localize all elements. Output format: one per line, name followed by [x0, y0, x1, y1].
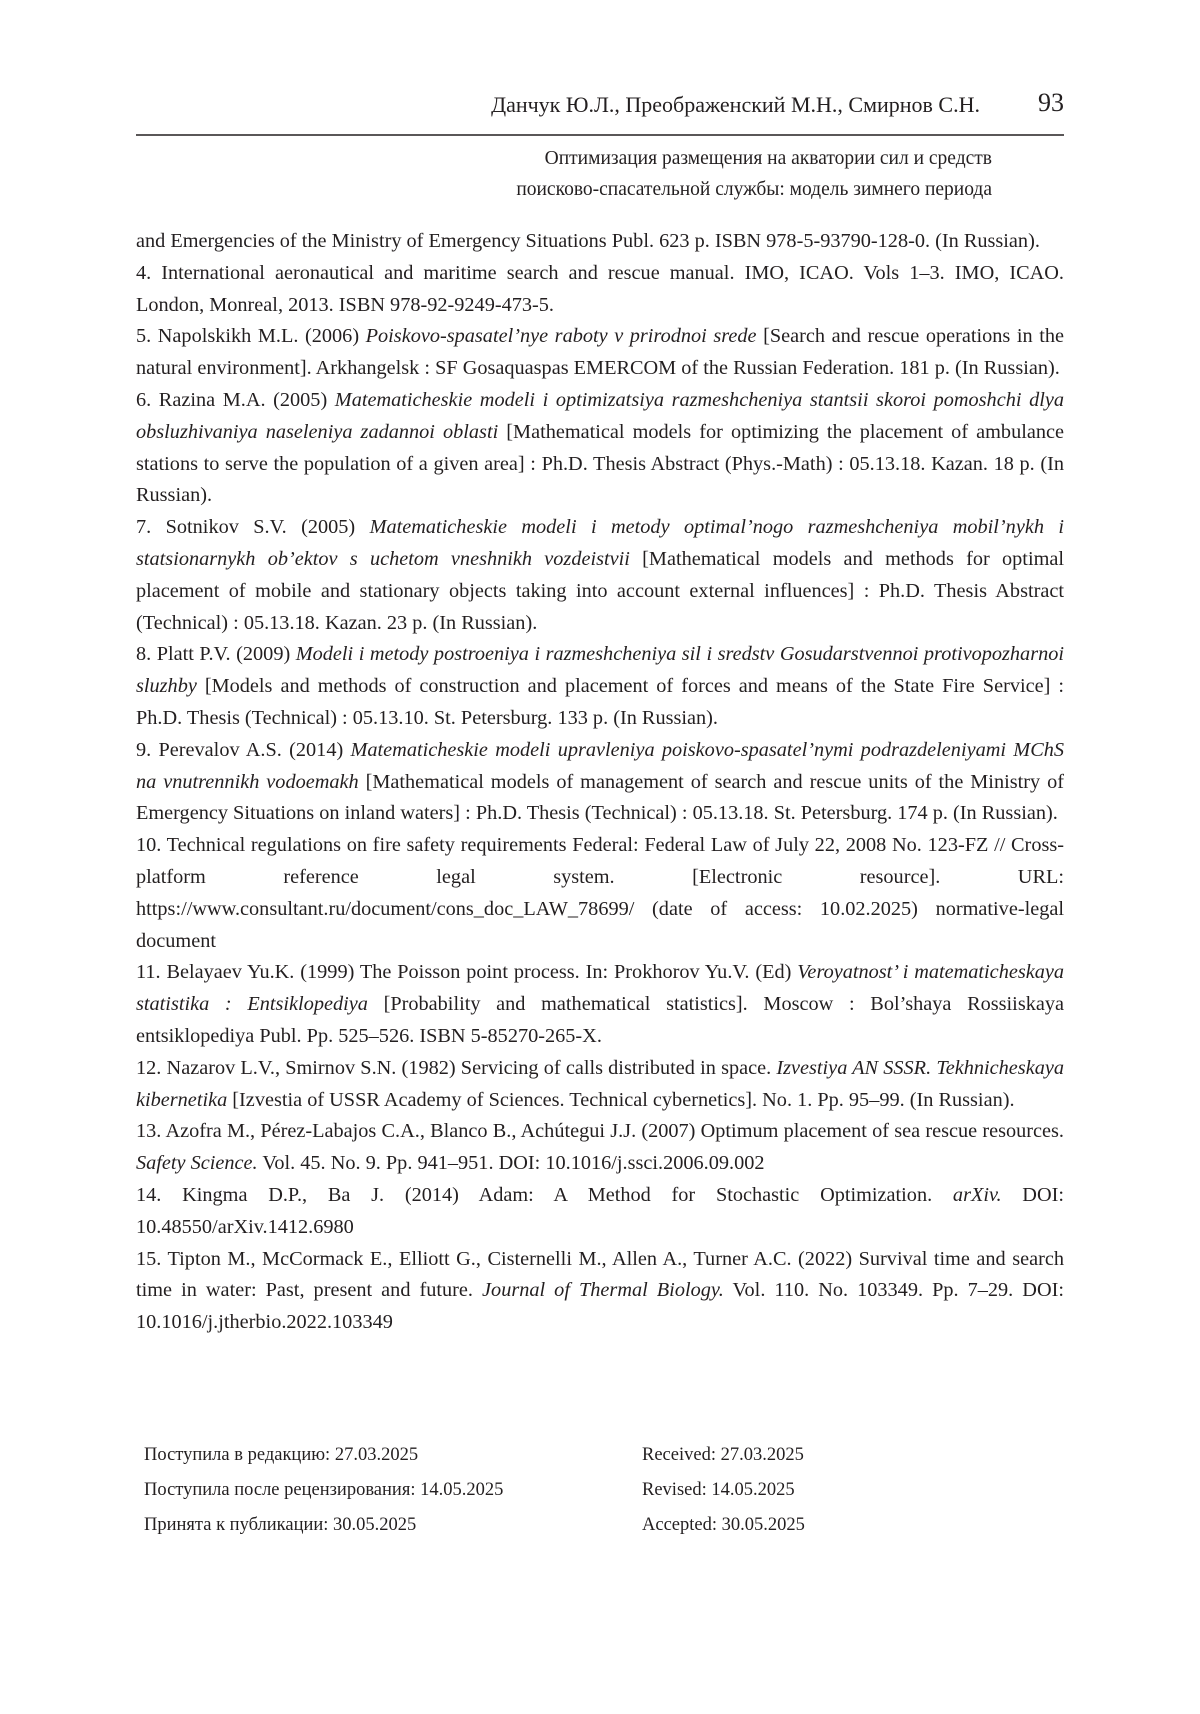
reference-title-italic: Modeli i metody postroeniya i razmeshcheniya sil i sredstv Gosudarstvennoi protivopozharnoi sluzhby	[136, 643, 1065, 698]
reference-text: 11. Belayaev Yu.K. (1999) The Poisson point process. In: Prokhorov Yu.V. (Ed)	[136, 961, 798, 984]
reference-title-italic: Poiskovo-spasatel’nye raboty v prirodnoi srede	[365, 325, 757, 348]
running-title-line-2: поисково-спасательной службы: модель зимнего периода	[516, 179, 992, 200]
reference-title-italic: Journal of Thermal Biology.	[482, 1279, 724, 1302]
date-row-received	[144, 1438, 884, 1473]
reference-ref-13	[136, 1116, 1064, 1180]
reference-text: 6. Razina M.A. (2005)	[136, 388, 335, 411]
reference-ref-6	[136, 385, 1064, 512]
reference-ref-7	[136, 512, 1064, 639]
running-title-line-1: Оптимизация размещения на акватории сил и средств	[544, 148, 992, 169]
reference-title-italic: Matematicheskie modeli i optimizatsiya razmeshcheniya stantsii skoroi pomoshchi dlya obsluzhivaniya naseleniya zadannoi oblasti	[136, 388, 1064, 443]
reference-text: and Emergencies of the Ministry of Emergency Situations Publ. 623 p. ISBN 978-5-93790-128-0. (In Russian).	[136, 230, 1040, 252]
reference-text: [Search and rescue operations in the natural environment]. Arkhangelsk : SF Gosaquaspas EMERCOM of the Russian Federation. 181 p. (In Russian).	[136, 325, 1064, 380]
reference-ref-5	[136, 321, 1064, 385]
reference-text: 15. Tipton M., McCormack E., Elliott G., Cisternelli M., Allen A., Turner A.C. (2022) Survival time and search time in water: Past, present and future.	[136, 1247, 1064, 1302]
reference-text: [Mathematical models and methods for optimal placement of mobile and stationary objects taking into account external influences] : Ph.D. Thesis Abstract (Technical) : 05.13.18. Kazan. 23 p. (In Russian).	[136, 547, 1064, 634]
reference-title-italic: arXiv.	[952, 1183, 1002, 1206]
header-divider	[136, 134, 1064, 136]
reference-ref-12	[136, 1053, 1064, 1117]
reference-text: Vol. 45. No. 9. Pp. 941–951. DOI: 10.1016/j.ssci.2006.09.002	[257, 1152, 765, 1175]
received-en: Received: 27.03.2025	[642, 1445, 804, 1465]
reference-text: 14. Kingma D.P., Ba J. (2014) Adam: A Method for Stochastic Optimization.	[136, 1183, 953, 1206]
date-row-revised	[144, 1473, 884, 1508]
reference-text: 10. Technical regulations on fire safety requirements Federal: Federal Law of July 22, 2008 No. 123-FZ // Cross-platform reference legal system. [Electronic resource]. URL: https://www.consultant.ru/document/cons_doc_LAW_78699/ (date of access: 10.02.2025) normative-legal document	[136, 834, 1064, 952]
reference-title-italic: Veroyatnost’ i matematicheskaya statistika : Entsiklopediya	[136, 961, 1065, 1016]
reference-list	[136, 226, 1064, 1339]
reference-text: 12. Nazarov L.V., Smirnov S.N. (1982) Servicing of calls distributed in space.	[136, 1056, 777, 1079]
running-title	[136, 143, 992, 205]
received-ru: Поступила в редакцию: 27.03.2025	[144, 1445, 419, 1465]
reference-ref-10	[136, 830, 1064, 957]
accepted-en: Accepted: 30.05.2025	[642, 1515, 805, 1535]
reference-ref-15	[136, 1244, 1064, 1339]
reference-text: 4. International aeronautical and maritime search and rescue manual. IMO, ICAO. Vols 1–3. IMO, ICAO. London, Monreal, 2013. ISBN 978-92-9249-473-5.	[136, 261, 1064, 316]
reference-title-italic: Safety Science.	[136, 1152, 258, 1175]
reference-text: [Mathematical models for optimizing the placement of ambulance stations to serve the population of a given area] : Ph.D. Thesis Abstract (Phys.-Math) : 05.13.18. Kazan. 18 p. (In Russian).	[136, 420, 1064, 507]
reference-text: DOI: 10.48550/arXiv.1412.6980	[136, 1183, 1064, 1238]
reference-ref-3-cont	[136, 226, 1064, 258]
reference-ref-8	[136, 639, 1064, 734]
reference-text: [Mathematical models of management of search and rescue units of the Ministry of Emergency Situations on inland waters] : Ph.D. Thesis (Technical) : 05.13.18. St. Petersburg. 174 p. (In Russian).	[136, 770, 1064, 825]
reference-ref-9	[136, 735, 1064, 830]
reference-title-italic: Matematicheskie modeli i metody optimal’nogo razmeshcheniya mobil’nykh i statsionarnykh ob’ektov s uchetom vneshnikh vozdeistvii	[136, 516, 1064, 570]
reference-text: [Models and methods of construction and placement of forces and means of the State Fire Service] : Ph.D. Thesis (Technical) : 05.13.10. St. Petersburg. 133 p. (In Russian).	[136, 675, 1064, 729]
date-row-accepted	[144, 1508, 884, 1543]
reference-text: [Probability and mathematical statistics]. Moscow : Bol’shaya Rossiiskaya entsiklopediya Publ. Pp. 525–526. ISBN 5-85270-265-X.	[136, 993, 1064, 1047]
reference-ref-14	[136, 1180, 1064, 1244]
reference-title-italic: Matematicheskie modeli upravleniya poiskovo-spasatel’nymi podrazdeleniyami MChS na vnutrennikh vodoemakh	[136, 738, 1065, 793]
reference-text: [Izvestia of USSR Academy of Sciences. Technical cybernetics]. No. 1. Pp. 95–99. (In Russian).	[227, 1088, 1015, 1111]
accepted-ru: Принята к публикации: 30.05.2025	[144, 1515, 417, 1535]
reference-ref-11	[136, 957, 1064, 1052]
reference-text: 7. Sotnikov S.V. (2005)	[136, 516, 370, 539]
submission-dates	[144, 1438, 884, 1543]
reference-text: 13. Azofra M., Pérez-Labajos C.A., Blanco B., Achútegui J.J. (2007) Optimum placement of sea rescue resources.	[136, 1120, 1064, 1143]
page-number: 93	[1038, 88, 1064, 117]
header-authors: Данчук Ю.Л., Преображенский М.Н., Смирнов С.Н.	[491, 92, 980, 117]
reference-title-italic: Izvestiya AN SSSR. Tekhnicheskaya kibernetika	[136, 1056, 1064, 1111]
reference-text: 5. Napolskikh M.L. (2006)	[136, 325, 366, 348]
reference-text: 8. Platt P.V. (2009)	[136, 643, 296, 666]
reference-text: 9. Perevalov A.S. (2014)	[136, 738, 351, 761]
reference-text: Vol. 110. No. 103349. Pp. 7–29. DOI: 10.1016/j.jtherbio.2022.103349	[136, 1279, 1064, 1334]
revised-en: Revised: 14.05.2025	[642, 1480, 795, 1500]
reference-ref-4	[136, 258, 1064, 322]
page-header	[136, 88, 1064, 128]
revised-ru: Поступила после рецензирования: 14.05.2025	[144, 1480, 504, 1500]
